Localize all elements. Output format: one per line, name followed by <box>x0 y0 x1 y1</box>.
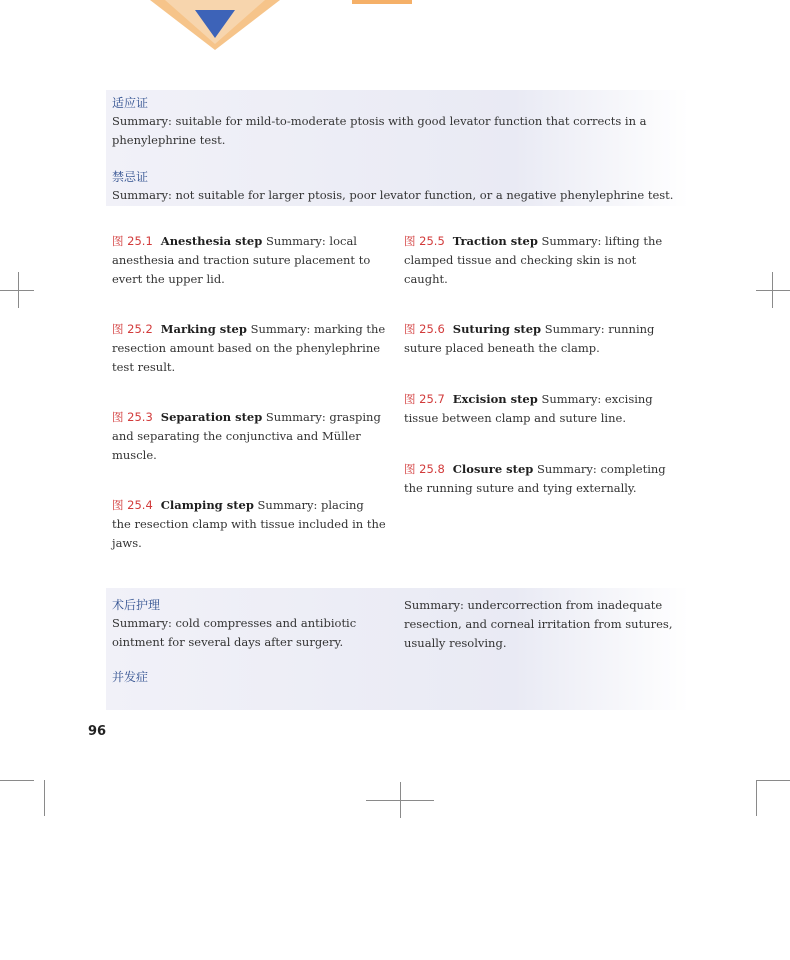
figure-text: Summary: local anesthesia and traction suture placement to evert the upper lid. <box>112 234 371 286</box>
figure-number: 图 25.7 <box>404 392 445 406</box>
crop-mark <box>756 290 790 291</box>
figure-lead: Suturing step <box>452 322 542 336</box>
figure-lead: Anesthesia step <box>160 234 263 248</box>
figure-lead: Closure step <box>452 462 534 476</box>
crop-mark <box>756 780 790 781</box>
indications-summary: Summary: suitable for mild-to-moderate ptosis with good levator function that corrects in a phenylephrine test. <box>112 114 647 147</box>
figure-number: 图 25.4 <box>112 498 153 512</box>
figure-caption <box>112 408 386 465</box>
chapter-emblem <box>150 0 280 56</box>
figure-lead: Marking step <box>160 322 247 336</box>
figure-number: 图 25.5 <box>404 234 445 248</box>
figure-text: Summary: placing the resection clamp with tissue included in the jaws. <box>112 498 386 550</box>
crop-mark <box>0 780 34 781</box>
contraindications-heading: 禁忌证 <box>112 170 149 184</box>
complications-heading: 并发症 <box>112 670 149 684</box>
crop-mark <box>756 780 757 816</box>
crop-mark <box>0 290 34 291</box>
indications-heading: 适应证 <box>112 96 149 110</box>
figure-text: Summary: grasping and separating the conjunctiva and Müller muscle. <box>112 410 381 462</box>
figure-text: Summary: completing the running suture and tying externally. <box>404 462 666 495</box>
contraindications-summary: Summary: not suitable for larger ptosis, poor levator function, or a negative phenylephrine test. <box>112 188 674 202</box>
figure-caption <box>404 390 678 428</box>
figure-text: Summary: lifting the clamped tissue and checking skin is not caught. <box>404 234 663 286</box>
complications-summary: Summary: undercorrection from inadequate resection, and corneal irritation from sutures, usually resolving. <box>404 598 673 650</box>
figure-caption <box>404 320 678 358</box>
figure-caption <box>112 320 386 377</box>
postop-summary: Summary: cold compresses and antibiotic ointment for several days after surgery. <box>112 616 357 649</box>
postop-heading: 术后护理 <box>112 598 161 612</box>
figure-caption <box>404 232 678 289</box>
crop-mark <box>772 272 773 308</box>
figure-caption <box>112 232 386 289</box>
figure-lead: Traction step <box>452 234 538 248</box>
crop-mark <box>18 272 19 308</box>
chapter-title-fragment <box>352 0 412 4</box>
page-number: 96 <box>88 724 107 739</box>
figure-lead: Excision step <box>452 392 538 406</box>
figure-number: 图 25.6 <box>404 322 445 336</box>
figure-caption <box>112 496 386 553</box>
figure-number: 图 25.3 <box>112 410 153 424</box>
figure-lead: Clamping step <box>160 498 254 512</box>
crop-mark <box>44 780 45 816</box>
figure-number: 图 25.2 <box>112 322 153 336</box>
figure-number: 图 25.8 <box>404 462 445 476</box>
figure-text: Summary: running suture placed beneath the clamp. <box>404 322 655 355</box>
figure-lead: Separation step <box>160 410 263 424</box>
figure-caption <box>404 460 678 498</box>
figure-text: Summary: excising tissue between clamp and suture line. <box>404 392 653 425</box>
center-mark <box>400 782 401 818</box>
figure-text: Summary: marking the resection amount based on the phenylephrine test result. <box>112 322 386 374</box>
figure-number: 图 25.1 <box>112 234 153 248</box>
